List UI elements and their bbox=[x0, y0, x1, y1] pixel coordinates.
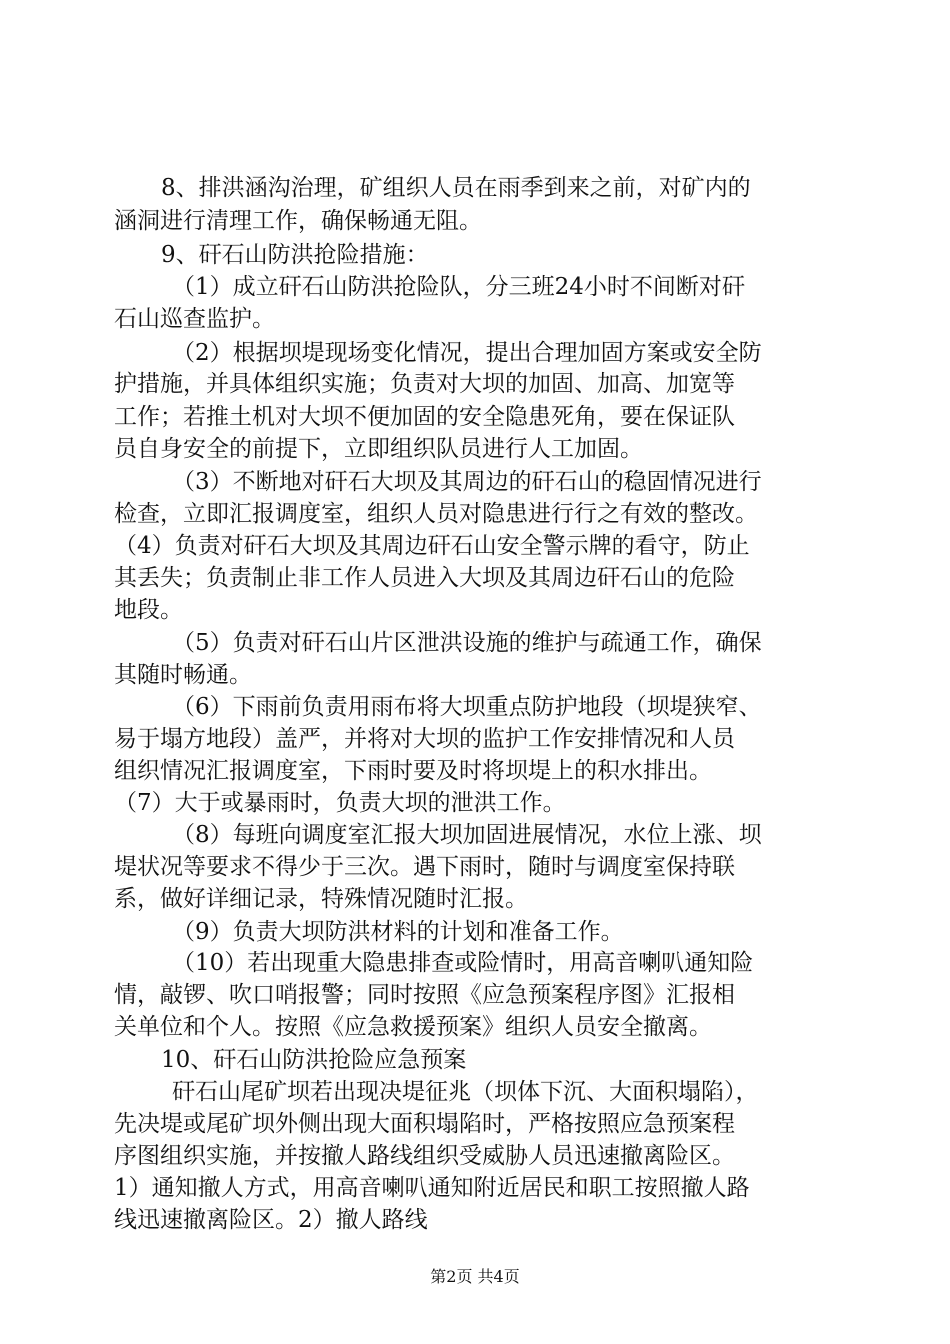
text-line-25: （10）若出现重大隐患排查或险情时，用高音喇叭通知险 bbox=[172, 950, 754, 976]
text-line-16: 其随时畅通。 bbox=[114, 662, 252, 688]
text-line-11: 检查，立即汇报调度室，组织人员对隐患进行行之有效的整改。 bbox=[114, 501, 758, 527]
text-line-2: 涵洞进行清理工作，确保畅通无阻。 bbox=[114, 208, 482, 234]
text-line-15: （5）负责对矸石山片区泄洪设施的维护与疏通工作，确保 bbox=[172, 630, 762, 656]
text-line-28: 10、矸石山防洪抢险应急预案 bbox=[161, 1047, 467, 1073]
text-line-3: 9、矸石山防洪抢险措施： bbox=[161, 242, 429, 268]
text-line-20: （7）大于或暴雨时，负责大坝的泄洪工作。 bbox=[114, 790, 566, 816]
text-line-21: （8）每班向调度室汇报大坝加固进展情况，水位上涨、坝 bbox=[172, 822, 762, 848]
page-number-footer: 第2页 共4页 bbox=[430, 1267, 520, 1286]
text-line-14: 地段。 bbox=[114, 597, 183, 623]
text-line-19: 组织情况汇报调度室，下雨时要及时将坝堤上的积水排出。 bbox=[114, 758, 712, 784]
text-line-31: 序图组织实施，并按撤人路线组织受威胁人员迅速撤离险区。 bbox=[114, 1143, 735, 1169]
text-line-10: （3）不断地对矸石大坝及其周边的矸石山的稳固情况进行 bbox=[172, 469, 762, 495]
text-line-23: 系，做好详细记录，特殊情况随时汇报。 bbox=[114, 886, 528, 912]
text-line-17: （6）下雨前负责用雨布将大坝重点防护地段（坝堤狭窄、 bbox=[172, 694, 762, 720]
text-line-5: 石山巡查监护。 bbox=[114, 306, 275, 332]
text-line-22: 堤状况等要求不得少于三次。遇下雨时，随时与调度室保持联 bbox=[114, 854, 735, 880]
text-line-6: （2）根据坝堤现场变化情况，提出合理加固方案或安全防 bbox=[172, 340, 762, 366]
text-line-27: 关单位和个人。按照《应急救援预案》组织人员安全撤离。 bbox=[114, 1014, 712, 1040]
text-line-32: 1）通知撤人方式，用高音喇叭通知附近居民和职工按照撤人路 bbox=[114, 1175, 750, 1201]
text-line-30: 先决堤或尾矿坝外侧出现大面积塌陷时，严格按照应急预案程 bbox=[114, 1111, 735, 1137]
text-line-33: 线迅速撤离险区。2）撤人路线 bbox=[114, 1207, 428, 1233]
text-line-24: （9）负责大坝防洪材料的计划和准备工作。 bbox=[172, 919, 624, 945]
text-line-8: 工作；若推土机对大坝不便加固的安全隐患死角，要在保证队 bbox=[114, 404, 735, 430]
text-line-1: 8、排洪涵沟治理，矿组织人员在雨季到来之前，对矿内的 bbox=[161, 175, 751, 201]
text-line-4: （1）成立矸石山防洪抢险队，分三班24小时不间断对矸 bbox=[172, 274, 745, 300]
text-line-7: 护措施，并具体组织实施；负责对大坝的加固、加高、加宽等 bbox=[114, 371, 735, 397]
text-line-12: （4）负责对矸石大坝及其周边矸石山安全警示牌的看守，防止 bbox=[114, 533, 750, 559]
text-line-13: 其丢失；负责制止非工作人员进入大坝及其周边矸石山的危险 bbox=[114, 565, 735, 591]
text-line-26: 情，敲锣、吹口哨报警；同时按照《应急预案程序图》汇报相 bbox=[114, 982, 735, 1008]
text-line-9: 员自身安全的前提下，立即组织队员进行人工加固。 bbox=[114, 436, 643, 462]
text-line-29: 矸石山尾矿坝若出现决堤征兆（坝体下沉、大面积塌陷）， bbox=[172, 1079, 759, 1105]
text-line-18: 易于塌方地段）盖严，并将对大坝的监护工作安排情况和人员 bbox=[114, 726, 735, 752]
